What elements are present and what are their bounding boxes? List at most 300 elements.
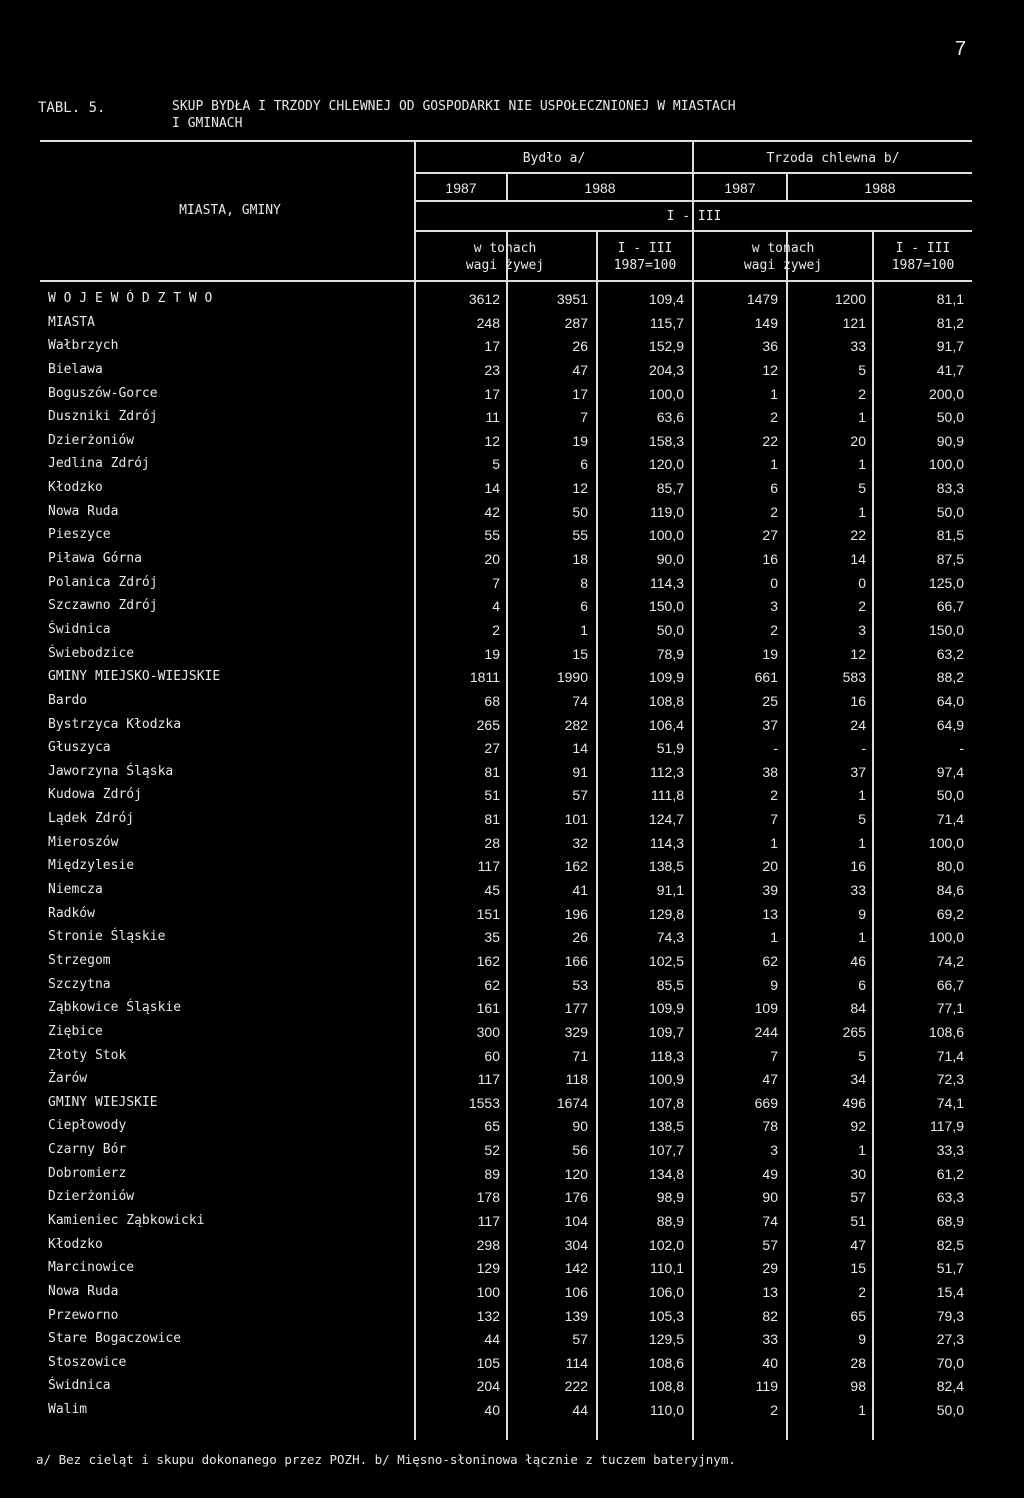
- cell-value: 176: [564, 1189, 588, 1206]
- cell-value: -: [959, 740, 964, 757]
- cell-value: 62: [762, 952, 778, 969]
- table-row: [0, 690, 1024, 714]
- cell-value: 107,8: [648, 1094, 684, 1111]
- cell-value: 149: [754, 314, 778, 331]
- cell-value: 13: [762, 905, 778, 922]
- row-label: Niemcza: [48, 882, 103, 898]
- table-row: [0, 808, 1024, 832]
- row-label: Bielawa: [48, 361, 103, 377]
- cell-value: 15: [572, 645, 588, 662]
- cell-value: 2: [770, 787, 778, 804]
- table-row: [0, 643, 1024, 667]
- table-row: [0, 666, 1024, 690]
- cell-value: 14: [572, 740, 588, 757]
- index-header-pigs: I - III 1987=100: [891, 241, 955, 273]
- cell-value: 82,5: [936, 1236, 964, 1253]
- table-row: [0, 359, 1024, 383]
- cell-value: 98: [850, 1378, 866, 1395]
- cell-value: 204: [476, 1378, 500, 1395]
- cell-value: 15: [850, 1260, 866, 1277]
- cell-value: 91,7: [936, 338, 964, 355]
- cell-value: 74: [762, 1212, 778, 1229]
- table-label: TABL. 5.: [38, 100, 106, 116]
- cell-value: 79,3: [936, 1307, 964, 1324]
- cell-value: 47: [850, 1236, 866, 1253]
- cell-value: 7: [770, 1047, 778, 1064]
- row-label: Głuszyca: [48, 740, 111, 756]
- cell-value: 63,2: [936, 645, 964, 662]
- table-row: [0, 1328, 1024, 1352]
- row-label: Przeworno: [48, 1307, 119, 1323]
- cell-value: 1479: [746, 291, 778, 307]
- cell-value: 200,0: [928, 385, 964, 402]
- cell-value: 104: [564, 1212, 588, 1229]
- cell-value: 119,0: [650, 503, 684, 520]
- cell-value: 61,2: [936, 1165, 964, 1182]
- table-row: [0, 1352, 1024, 1376]
- cell-value: 50,0: [936, 503, 964, 520]
- header-top-rule: [40, 140, 972, 142]
- row-label: Międzylesie: [48, 858, 135, 874]
- cell-value: 63,6: [656, 409, 684, 426]
- row-label: Stronie Śląskie: [48, 929, 166, 945]
- cell-value: 2: [858, 1283, 866, 1300]
- cell-value: 51: [484, 787, 500, 804]
- cell-value: 177: [564, 1000, 588, 1017]
- row-label: Czarny Bór: [48, 1142, 127, 1158]
- cell-value: 244: [754, 1023, 778, 1040]
- cell-value: 112,3: [650, 763, 684, 780]
- cell-value: 111,8: [651, 787, 684, 804]
- row-label: Nowa Ruda: [48, 1283, 119, 1299]
- cell-value: 0: [770, 574, 778, 591]
- row-label: Bardo: [48, 692, 88, 708]
- cell-value: 329: [564, 1023, 588, 1040]
- cell-value: 158,3: [648, 432, 684, 449]
- cell-value: 5: [492, 456, 500, 473]
- table-row: [0, 903, 1024, 927]
- cell-value: 150,0: [928, 621, 964, 638]
- cell-value: 1553: [468, 1094, 500, 1111]
- table-row: [0, 761, 1024, 785]
- table-row: [0, 926, 1024, 950]
- row-label: Złoty Stok: [48, 1047, 127, 1063]
- cell-value: 300: [476, 1023, 500, 1040]
- cell-value: 33: [762, 1331, 778, 1348]
- cell-value: 91: [572, 763, 588, 780]
- index-header-cattle: I - III 1987=100: [613, 241, 677, 273]
- cell-value: 17: [572, 385, 588, 402]
- cell-value: 85,7: [656, 480, 684, 497]
- cell-value: 114: [565, 1354, 588, 1371]
- cell-value: 23: [484, 361, 500, 378]
- cell-value: 44: [484, 1331, 500, 1348]
- cell-value: 37: [762, 716, 778, 733]
- cell-value: 22: [762, 432, 778, 449]
- cell-value: 109,7: [648, 1023, 684, 1040]
- cell-value: 49: [762, 1165, 778, 1182]
- cell-value: 5: [858, 1047, 866, 1064]
- row-label: Dobromierz: [48, 1165, 127, 1181]
- table-row: [0, 572, 1024, 596]
- cell-value: 84,6: [936, 882, 964, 899]
- cell-value: 3: [770, 1142, 778, 1159]
- cell-value: 109,9: [648, 1000, 684, 1017]
- row-label: GMINY WIEJSKIE: [48, 1094, 158, 1110]
- cell-value: 102,0: [648, 1236, 684, 1253]
- cell-value: 87,5: [936, 551, 964, 568]
- cell-value: 5: [858, 361, 866, 378]
- row-label: Duszniki Zdrój: [48, 409, 158, 425]
- cell-value: 109,9: [648, 669, 684, 686]
- row-label: Kudowa Zdrój: [48, 787, 142, 803]
- cell-value: 5: [858, 811, 866, 828]
- row-label: Radków: [48, 905, 95, 921]
- table-row: [0, 453, 1024, 477]
- table-row: [0, 1139, 1024, 1163]
- cell-value: 106,4: [648, 716, 684, 733]
- row-label: Wałbrzych: [48, 338, 119, 354]
- cell-value: 33: [850, 338, 866, 355]
- stub-header: MIASTA, GMINY: [179, 203, 281, 218]
- cell-value: 68: [484, 692, 500, 709]
- cell-value: 114,3: [650, 834, 684, 851]
- cell-value: 1990: [556, 669, 588, 686]
- cell-value: 46: [850, 952, 866, 969]
- cell-value: 34: [850, 1071, 866, 1088]
- cell-value: 71: [572, 1047, 588, 1064]
- table-row: [0, 1305, 1024, 1329]
- cell-value: 26: [572, 338, 588, 355]
- table-row: [0, 1375, 1024, 1399]
- cell-value: 82: [762, 1307, 778, 1324]
- cell-value: 5: [858, 480, 866, 497]
- table-body: [0, 288, 1024, 1423]
- cell-value: 27,3: [936, 1331, 964, 1348]
- year-1987-pigs: 1987: [724, 180, 756, 196]
- tons-header-cattle: w tonach wagi żywej: [465, 241, 545, 273]
- cell-value: 2: [770, 621, 778, 638]
- cell-value: 287: [564, 314, 588, 331]
- cell-value: 2: [858, 598, 866, 615]
- row-label: Ziębice: [48, 1023, 103, 1039]
- cell-value: 51: [850, 1212, 866, 1229]
- period-header: I - III: [666, 209, 722, 224]
- cell-value: 33: [850, 882, 866, 899]
- table-row: [0, 784, 1024, 808]
- cell-value: 50,0: [656, 621, 684, 638]
- cell-value: 57: [572, 1331, 588, 1348]
- cell-value: 65: [484, 1118, 500, 1135]
- cell-value: 71,4: [936, 811, 964, 828]
- row-label: Ząbkowice Śląskie: [48, 1000, 182, 1016]
- cell-value: 1: [858, 787, 866, 804]
- cell-value: 162: [564, 858, 588, 875]
- cell-value: 50,0: [936, 1402, 964, 1419]
- cell-value: 8: [580, 574, 588, 591]
- cell-value: 12: [850, 645, 866, 662]
- cell-value: 117: [477, 1071, 500, 1088]
- cell-value: 1: [770, 385, 778, 402]
- cell-value: 9: [858, 905, 866, 922]
- cell-value: 6: [580, 456, 588, 473]
- cell-value: 27: [762, 527, 778, 544]
- cell-value: 162: [476, 952, 500, 969]
- row-label: Świebodzice: [48, 645, 135, 661]
- cell-value: 38: [762, 763, 778, 780]
- cell-value: 13: [762, 1283, 778, 1300]
- cell-value: 66,7: [936, 598, 964, 615]
- cell-value: 52: [484, 1142, 500, 1159]
- cell-value: 6: [858, 976, 866, 993]
- cell-value: 57: [762, 1236, 778, 1253]
- table-row: [0, 1092, 1024, 1116]
- table-row: [0, 714, 1024, 738]
- cell-value: 50: [572, 503, 588, 520]
- cell-value: 81: [484, 763, 500, 780]
- cell-value: 20: [850, 432, 866, 449]
- row-label: Stoszowice: [48, 1354, 127, 1370]
- cattle-header: Bydło a/: [522, 151, 586, 166]
- cell-value: 3612: [468, 291, 500, 307]
- cell-value: 101: [564, 811, 588, 828]
- cell-value: 661: [754, 669, 778, 686]
- row-label: Ciepłowody: [48, 1118, 127, 1134]
- cell-value: 1: [770, 929, 778, 946]
- cell-value: 108,6: [648, 1354, 684, 1371]
- cell-value: 11: [485, 409, 500, 426]
- cell-value: 282: [564, 716, 588, 733]
- cell-value: 3: [770, 598, 778, 615]
- cell-value: 204,3: [648, 361, 684, 378]
- tons-header-pigs: w tonach wagi żywej: [743, 241, 823, 273]
- cell-value: 74,1: [936, 1094, 964, 1111]
- cell-value: 41,7: [936, 361, 964, 378]
- cell-value: 166: [564, 952, 588, 969]
- cell-value: 70,0: [936, 1354, 964, 1371]
- table-row: [0, 619, 1024, 643]
- cell-value: 125,0: [928, 574, 964, 591]
- cell-value: 120,0: [648, 456, 684, 473]
- cell-value: 110,1: [650, 1260, 684, 1277]
- table-row: [0, 406, 1024, 430]
- cell-value: 669: [754, 1094, 778, 1111]
- page-number: 7: [954, 38, 966, 60]
- row-label: Żarów: [48, 1071, 88, 1087]
- cell-value: 16: [762, 551, 778, 568]
- table-title: SKUP BYDŁA I TRZODY CHLEWNEJ OD GOSPODARKI NIE USPOŁECZNIONEJ W MIASTACH I GMINACH: [172, 99, 736, 131]
- cell-value: 110,0: [650, 1402, 684, 1419]
- cell-value: 71,4: [936, 1047, 964, 1064]
- cell-value: 47: [762, 1071, 778, 1088]
- cell-value: 64,9: [936, 716, 964, 733]
- cell-value: 22: [850, 527, 866, 544]
- row-label: Bystrzyca Kłodzka: [48, 716, 182, 732]
- cell-value: 142: [564, 1260, 588, 1277]
- cell-value: 28: [484, 834, 500, 851]
- cell-value: 66,7: [936, 976, 964, 993]
- cell-value: 78: [762, 1118, 778, 1135]
- row-label: Świdnica: [48, 1378, 111, 1394]
- cell-value: 107,7: [648, 1142, 684, 1159]
- cell-value: 40: [484, 1402, 500, 1419]
- table-row: [0, 950, 1024, 974]
- table-row: [0, 879, 1024, 903]
- cell-value: 25: [762, 692, 778, 709]
- cell-value: 91,1: [656, 882, 684, 899]
- cell-value: 118,3: [650, 1047, 684, 1064]
- cell-value: 56: [572, 1142, 588, 1159]
- header-rule-years: [416, 172, 972, 174]
- cell-value: 85,5: [656, 976, 684, 993]
- row-label: W O J E W Ó D Z T W O: [48, 291, 213, 306]
- table-row: [0, 1068, 1024, 1092]
- cell-value: 14: [484, 480, 500, 497]
- cell-value: 19: [484, 645, 500, 662]
- cell-value: 28: [850, 1354, 866, 1371]
- cell-value: 1811: [469, 669, 500, 686]
- cell-value: 6: [770, 480, 778, 497]
- cell-value: 7: [580, 409, 588, 426]
- cell-value: 64,0: [936, 692, 964, 709]
- cell-value: 1: [858, 1402, 866, 1419]
- cell-value: 29: [762, 1260, 778, 1277]
- cell-value: 9: [858, 1331, 866, 1348]
- cell-value: 1674: [556, 1094, 588, 1111]
- table-row: [0, 430, 1024, 454]
- cell-value: 100,0: [648, 527, 684, 544]
- cell-value: 74,3: [656, 929, 684, 946]
- cell-value: 16: [850, 692, 866, 709]
- table-row: [0, 855, 1024, 879]
- table-row: [0, 288, 1024, 312]
- cell-value: 45: [484, 882, 500, 899]
- cell-value: 0: [858, 574, 866, 591]
- cell-value: 129,8: [648, 905, 684, 922]
- cell-value: 109,4: [648, 291, 684, 307]
- year-1988-cattle: 1988: [584, 180, 616, 196]
- cell-value: 3: [858, 621, 866, 638]
- row-label: Kamieniec Ząbkowicki: [48, 1212, 205, 1228]
- cell-value: 97,4: [936, 763, 964, 780]
- cell-value: 100,0: [928, 456, 964, 473]
- cell-value: 1200: [834, 291, 866, 307]
- table-row: [0, 737, 1024, 761]
- cell-value: 2: [770, 409, 778, 426]
- cell-value: 12: [762, 361, 778, 378]
- cell-value: 248: [476, 314, 500, 331]
- cell-value: 57: [572, 787, 588, 804]
- cell-value: 129: [476, 1260, 500, 1277]
- cell-value: 134,8: [648, 1165, 684, 1182]
- cell-value: 100,9: [648, 1071, 684, 1088]
- cell-value: 81,1: [936, 291, 964, 307]
- cell-value: 15,4: [936, 1283, 964, 1300]
- cell-value: 117: [477, 1212, 500, 1229]
- row-label: Piława Górna: [48, 551, 142, 567]
- cell-value: 18: [572, 551, 588, 568]
- cell-value: 119: [755, 1378, 778, 1395]
- cell-value: 100,0: [648, 385, 684, 402]
- cell-value: 80,0: [936, 858, 964, 875]
- cell-value: 50,0: [936, 409, 964, 426]
- cell-value: 55: [484, 527, 500, 544]
- cell-value: 102,5: [648, 952, 684, 969]
- cell-value: 44: [572, 1402, 588, 1419]
- cell-value: -: [861, 740, 866, 757]
- cell-value: 178: [476, 1189, 500, 1206]
- row-label: Nowa Ruda: [48, 503, 119, 519]
- cell-value: 124,7: [648, 811, 684, 828]
- table-row: [0, 1234, 1024, 1258]
- cell-value: 60: [484, 1047, 500, 1064]
- row-label: Pieszyce: [48, 527, 111, 543]
- table-row: [0, 974, 1024, 998]
- cell-value: 583: [842, 669, 866, 686]
- table-row: [0, 1163, 1024, 1187]
- row-label: Strzegom: [48, 952, 111, 968]
- cell-value: 82,4: [936, 1378, 964, 1395]
- row-label: Szczytna: [48, 976, 111, 992]
- cell-value: 78,9: [656, 645, 684, 662]
- cell-value: 132: [476, 1307, 500, 1324]
- table-row: [0, 524, 1024, 548]
- cell-value: 51,9: [656, 740, 684, 757]
- year-1988-pigs: 1988: [864, 180, 896, 196]
- cell-value: 90,0: [656, 551, 684, 568]
- table-row: [0, 1045, 1024, 1069]
- cell-value: 108,8: [648, 1378, 684, 1395]
- cell-value: 17: [484, 385, 500, 402]
- table-row: [0, 595, 1024, 619]
- cell-value: -: [773, 740, 778, 757]
- row-label: Świdnica: [48, 621, 111, 637]
- cell-value: 37: [850, 763, 866, 780]
- cell-value: 139: [564, 1307, 588, 1324]
- cell-value: 6: [580, 598, 588, 615]
- cell-value: 30: [850, 1165, 866, 1182]
- table-row: [0, 997, 1024, 1021]
- cell-value: 55: [572, 527, 588, 544]
- cell-value: 12: [572, 480, 588, 497]
- cell-value: 121: [842, 314, 866, 331]
- row-label: GMINY MIEJSKO-WIEJSKIE: [48, 669, 221, 685]
- cell-value: 115,7: [650, 314, 684, 331]
- cell-value: 12: [484, 432, 500, 449]
- cell-value: 100,0: [928, 834, 964, 851]
- cell-value: 68,9: [936, 1212, 964, 1229]
- row-label: Szczawno Zdrój: [48, 598, 158, 614]
- row-label: Stare Bogaczowice: [48, 1331, 182, 1347]
- cell-value: 41: [572, 882, 588, 899]
- cell-value: 4: [492, 598, 500, 615]
- row-label: Lądek Zdrój: [48, 811, 135, 827]
- cell-value: 19: [762, 645, 778, 662]
- cell-value: 88,2: [936, 669, 964, 686]
- table-row: [0, 312, 1024, 336]
- cell-value: 81,2: [936, 314, 964, 331]
- cell-value: 106,0: [648, 1283, 684, 1300]
- cell-value: 90: [762, 1189, 778, 1206]
- cell-value: 105,3: [648, 1307, 684, 1324]
- table-row: [0, 383, 1024, 407]
- cell-value: 2: [770, 1402, 778, 1419]
- row-label: Polanica Zdrój: [48, 574, 158, 590]
- cell-value: 9: [770, 976, 778, 993]
- cell-value: 92: [850, 1118, 866, 1135]
- year-1987-cattle: 1987: [445, 180, 477, 196]
- cell-value: 88,9: [656, 1212, 684, 1229]
